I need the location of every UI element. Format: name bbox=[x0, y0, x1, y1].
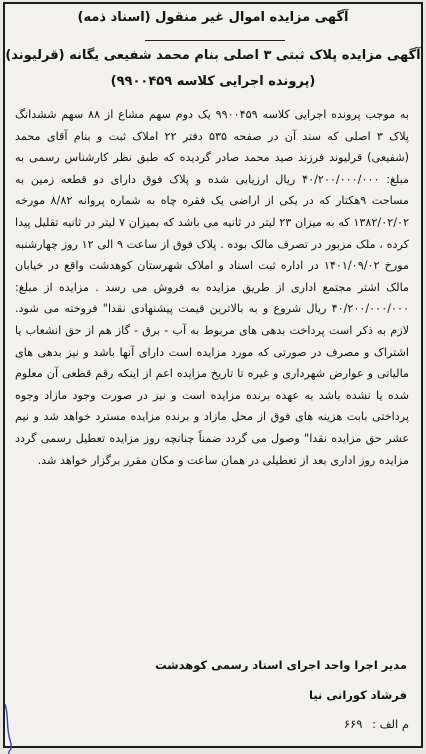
notice-body: به موجب پرونده اجرایی کلاسه ۹۹۰۰۴۵۹ یک دوم سهم مشاع از ۸۸ سهم ششدانگ پلاک ۳ اصلی که سند آن در صفحه ۵۳۵ دفتر ۲۲ املاک ثبت و بنام آقای محمد (شفیعی) قرلیوند فرزند صید محمد صادر گردیده که طبق نظر کارشناس رسمی به مبلغ: ۴۰/۲۰۰/۰۰۰/۰۰۰ ریال ارزیابی شده و پلاک فوق دارای دو قطعه زمین به مساحت ۹هکتار که در یکی از اراضی یک فقره چاه به شماره پروانه ۸/۸۲ مورخه ۱۳۸۲/۰۲/۰۲ که به میزان ۲۳ لیتر در ثانیه می باشد که بمیزان ۷ لیتر در ثانیه تقلیل پیدا کرده ، ملک مزبور در تصرف مالک بوده . پلاک فوق از ساعت ۹ الی ۱۲ روز چهارشنبه مورخ ۱۴۰۱/۰۹/۰۲ در اداره ثبت اسناد و املاک شهرستان کوهدشت واقع در خیابان مالک اشتر مجتمع اداری از طریق مزایده به فروش می رسد . مزایده از مبلغ: ۴۰/۲۰۰/۰۰۰/۰۰۰ ریال شروع و به بالاترین قیمت پیشنهادی نقدا" فروخته می شود. لازم به ذکر است پرداخت بدهی های مربوط به آب - برق - گاز هم از حق انشعاب یا اشتراک و مصرف در صورتی که مورد مزایده است دارای آنها باشد و نیز بدهی های مالیاتی و عوارض شهرداری و غیره تا تاریخ مزایده اعم از اینکه رقم قطعی آن معلوم شده یا نشده باشد به عهده برنده مزایده است و نیز در صورت وجود مازاد وجوه پرداختی بابت هزینه های فوق از محل مازاد و برنده مزایده مسترد خواهد شد و نیم عشر حق مزایده نقدا" وصول می گردد ضمناً چنانچه روز مزایده تعطیل رسمی گردد مزایده روز اداری بعد از تعطیلی در همان ساعت و مکان مقرر برگزار خواهد شد. bbox=[15, 108, 410, 467]
notice-title: آگهی مزایده اموال غیر منقول (اسناد ذمه) bbox=[77, 10, 349, 25]
notice-page bbox=[3, 2, 423, 748]
title-underline bbox=[145, 40, 285, 41]
margin-pen-mark bbox=[3, 704, 13, 754]
reference-code bbox=[338, 717, 409, 731]
signature-name: فرشاد کورانی نیا bbox=[309, 688, 407, 702]
reference-number: ۶۶۹ bbox=[343, 717, 363, 731]
case-number: (پرونده اجرایی کلاسه ۹۹۰۰۴۵۹) bbox=[110, 74, 316, 89]
reference-label: م الف : bbox=[372, 717, 409, 731]
signature-office: مدیر اجرا واحد اجرای اسناد رسمی کوهدشت bbox=[155, 658, 407, 672]
notice-subtitle: آگهی مزایده پلاک ثبتی ۳ اصلی بنام محمد شفیعی یگانه (قرلیوند) bbox=[5, 48, 421, 63]
